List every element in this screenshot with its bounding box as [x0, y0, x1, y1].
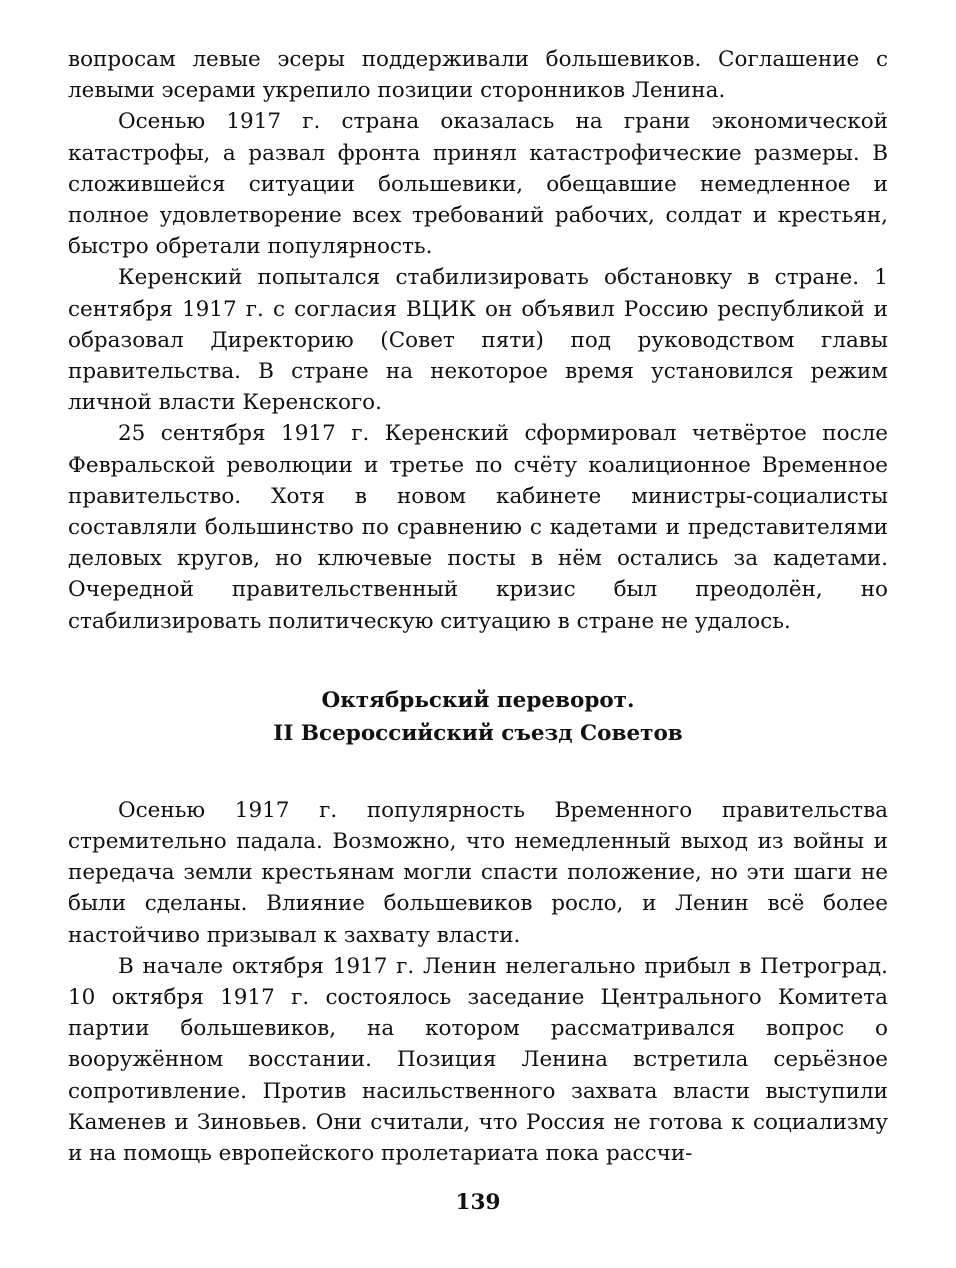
section-title: [68, 684, 888, 750]
paragraph: Керенский попытался стабилизировать обстановку в стране. 1 сентября 1917 г. с согласия ВЦИК он объявил Россию республикой и образовал Директорию (Совет пяти) под руководством главы правительства. В стране на некоторое время установился режим личной власти Керенского.: [68, 265, 888, 416]
page-body: [68, 44, 888, 1169]
paragraph: Осенью 1917 г. страна оказалась на грани экономической катастрофы, а развал фронта принял катастрофические размеры. В сложившейся ситуации большевики, обещавшие немедленное и полное удовлетворение всех требований рабочих, солдат и крестьян, быстро обретали популярность.: [68, 109, 888, 260]
page-number: 139: [455, 1190, 501, 1215]
paragraph: В начале октября 1917 г. Ленин нелегально прибыл в Петроград. 10 октября 1917 г. состоялось заседание Центрального Комитета партии большевиков, на котором рассматривался вопрос о вооружённом восстании. Позиция Ленина встретила серьёзное сопротивление. Против насильственного захвата власти выступили Каменев и Зиновьев. Они считали, что Россия не готова к социализму и на помощь европейского пролетариата пока рассчи-: [68, 953, 888, 1167]
section-title-line-1: Октябрьский переворот.: [321, 687, 635, 713]
section-title-line-2: II Всероссийский съезд Советов: [273, 720, 683, 746]
paragraph: 25 сентября 1917 г. Керенский сформировал четвёртое после Февральской революции и третье по счёту коалиционное Временное правительство. Хотя в новом кабинете министры-социалисты составляли большинство по сравнению с кадетами и представителями деловых кругов, но ключевые посты в нём остались за кадетами. Очередной правительственный кризис был преодолён, но стабилизировать политическую ситуацию в стране не удалось.: [68, 421, 888, 634]
paragraph: Осенью 1917 г. популярность Временного правительства стремительно падала. Возможно, что немедленный выход из войны и передача земли крестьянам могли спасти положение, но эти шаги не были сделаны. Влияние большевиков росло, и Ленин всё более настойчиво призывал к захвату власти.: [68, 797, 888, 948]
paragraph-continued: вопросам левые эсеры поддерживали большевиков. Соглашение с левыми эсерами укрепило позиции сторонников Ленина.: [68, 47, 888, 104]
